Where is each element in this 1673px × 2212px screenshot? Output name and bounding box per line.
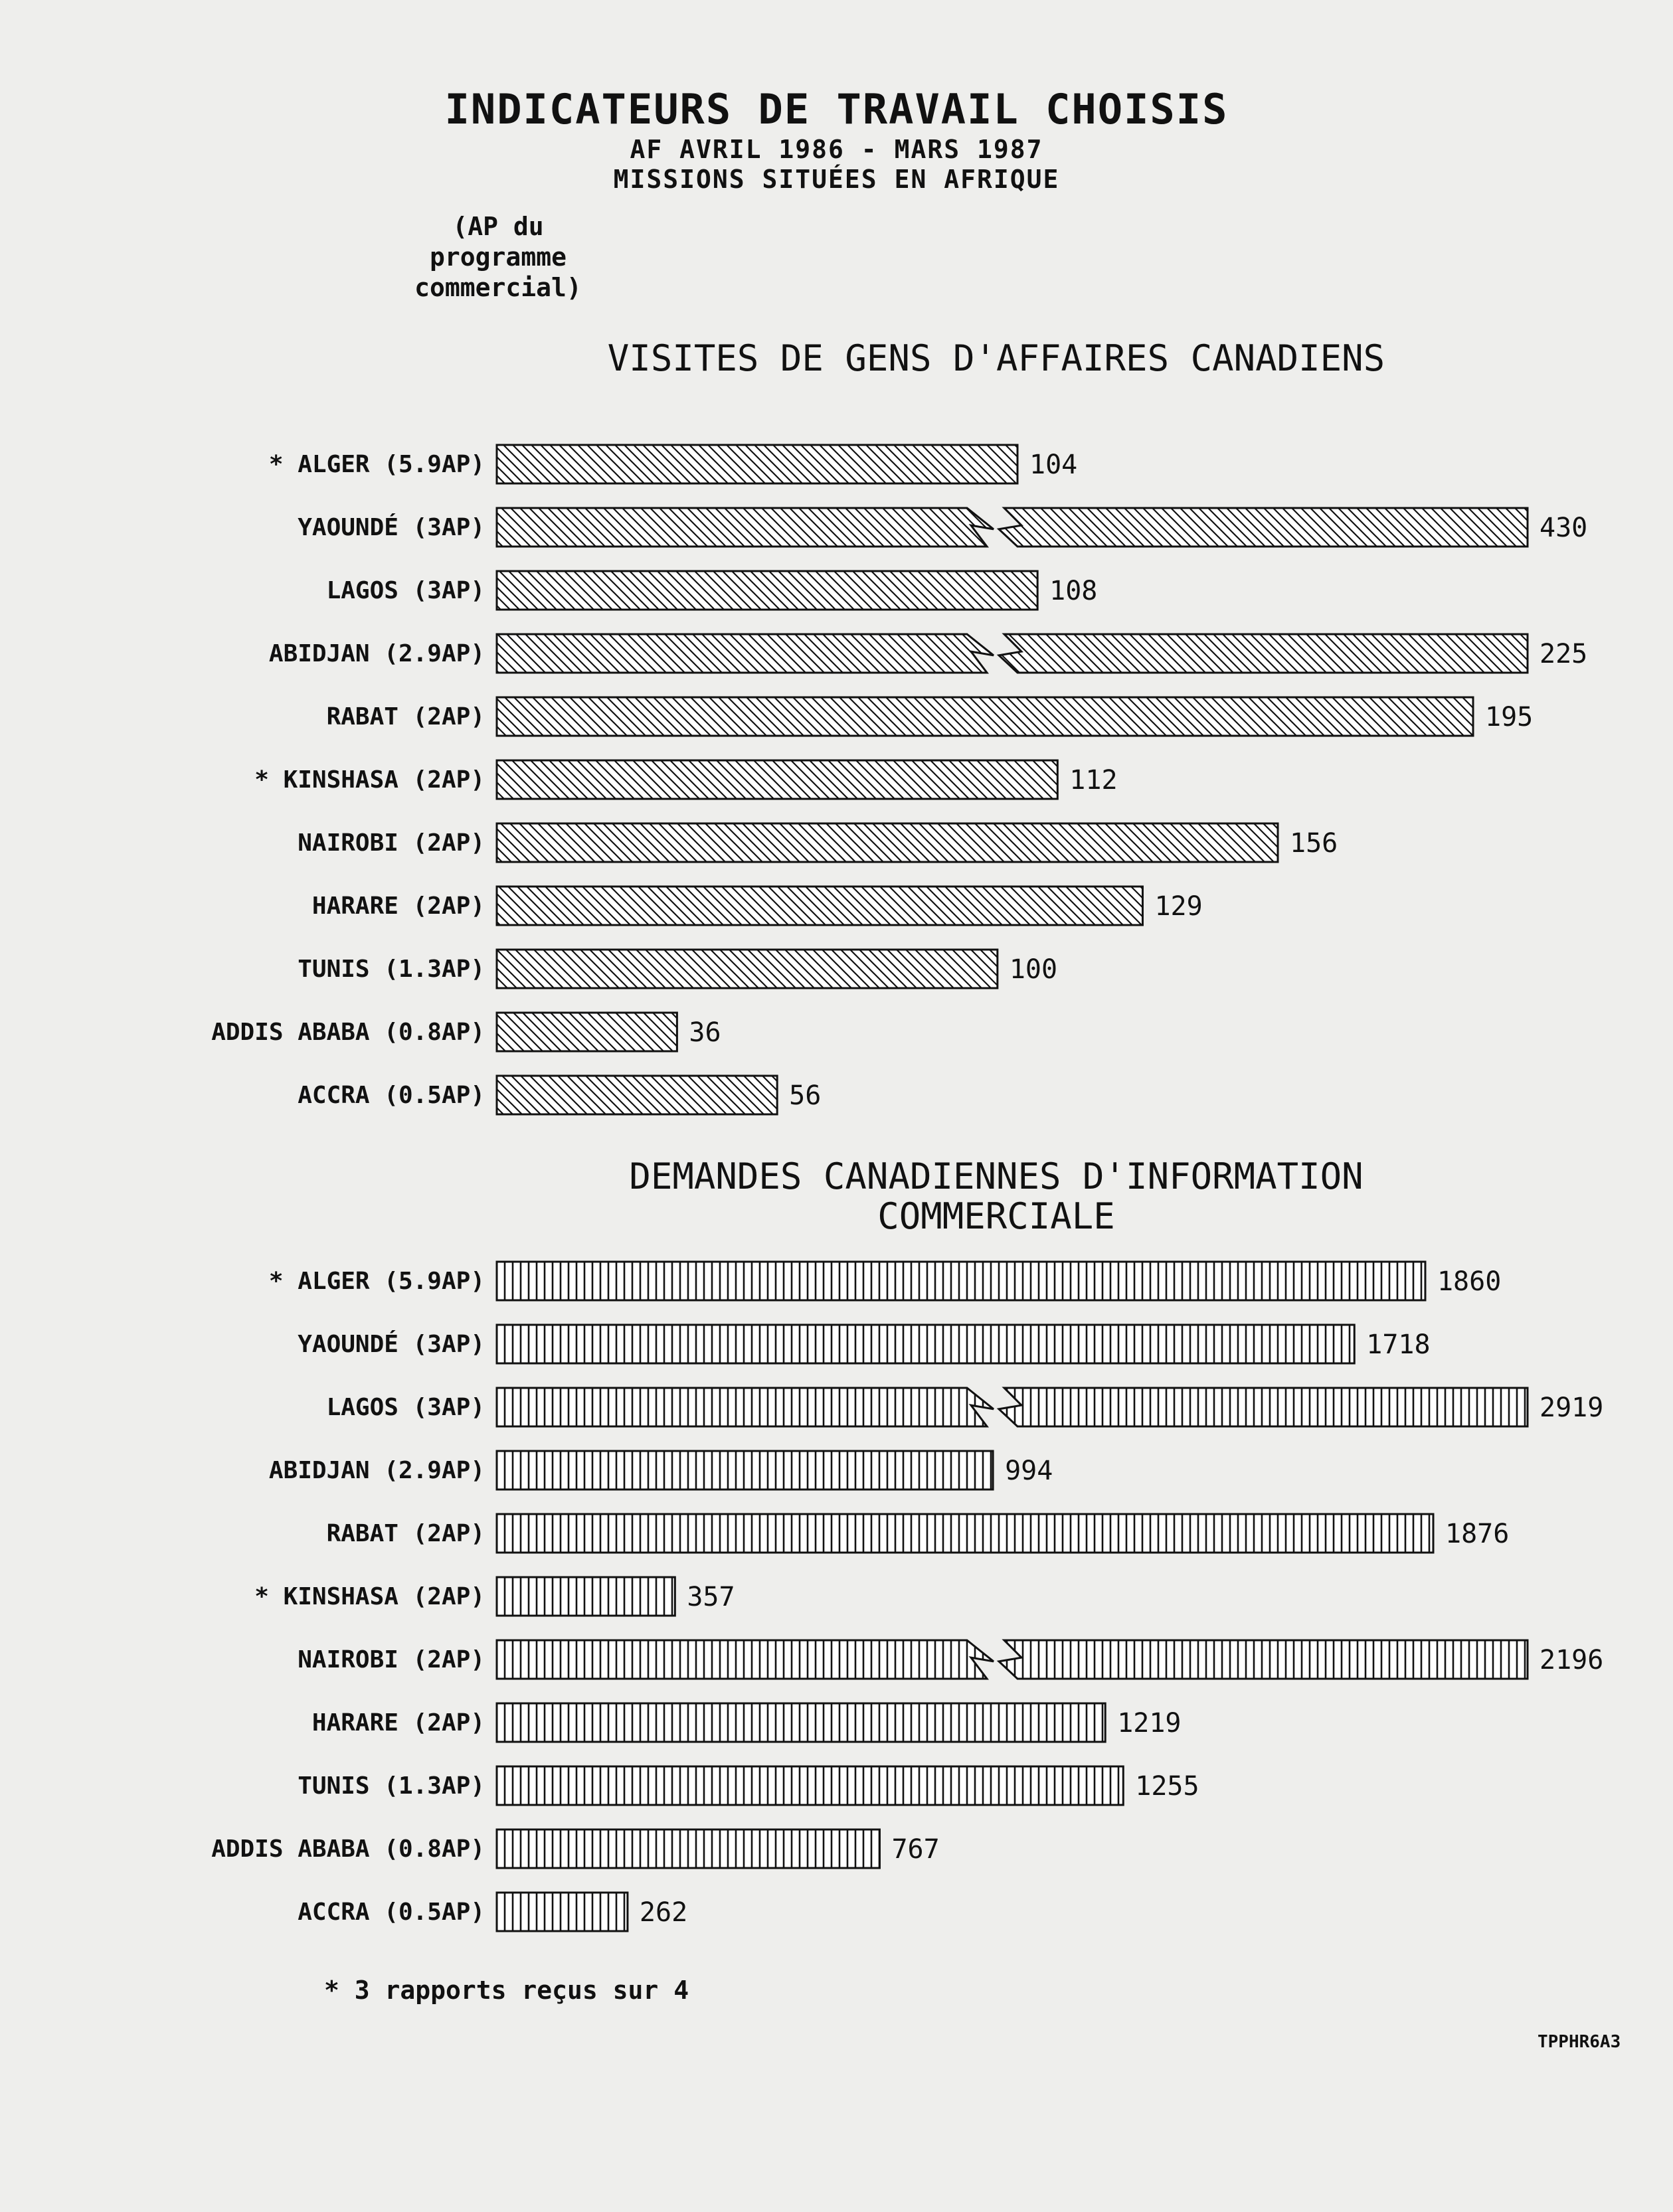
bar-group xyxy=(211,1013,721,1051)
page-title: INDICATEURS DE TRAVAIL CHOISIS xyxy=(444,85,1229,133)
bar-broken-left xyxy=(497,1388,994,1426)
category-label: RABAT (2AP) xyxy=(326,703,485,730)
category-label: LAGOS (3AP) xyxy=(326,1394,485,1421)
value-label: 767 xyxy=(891,1834,940,1865)
bar-broken-left xyxy=(497,1640,994,1679)
category-label: * KINSHASA (2AP) xyxy=(254,1583,485,1610)
category-label: ABIDJAN (2.9AP) xyxy=(268,1457,485,1484)
value-label: 1876 xyxy=(1445,1519,1510,1549)
bar xyxy=(497,1766,1123,1805)
category-label: TUNIS (1.3AP) xyxy=(298,956,485,983)
bar-group xyxy=(327,697,1534,736)
page-subtitle-period: AF AVRIL 1986 - MARS 1987 xyxy=(630,135,1043,164)
bar-broken-right xyxy=(999,1388,1528,1426)
category-label: ADDIS ABABA (0.8AP) xyxy=(211,1835,485,1863)
value-label: 262 xyxy=(639,1897,688,1928)
bar xyxy=(497,571,1037,610)
category-label: RABAT (2AP) xyxy=(326,1520,485,1547)
value-label: 100 xyxy=(1009,954,1058,985)
bar-broken-right xyxy=(999,1640,1528,1679)
ap-note: (AP du programme commercial) xyxy=(414,212,582,302)
bar xyxy=(497,445,1017,483)
bar-group xyxy=(269,634,1587,673)
value-label: 994 xyxy=(1005,1456,1053,1486)
footnote: * 3 rapports reçus sur 4 xyxy=(324,1976,689,2005)
value-label: 156 xyxy=(1290,828,1338,859)
page-subtitle-missions: MISSIONS SITUÉES EN AFRIQUE xyxy=(613,165,1060,194)
category-label: YAOUNDÉ (3AP) xyxy=(298,514,485,541)
category-label: * ALGER (5.9AP) xyxy=(268,451,485,478)
category-label: YAOUNDÉ (3AP) xyxy=(298,1331,485,1358)
bar-broken-right xyxy=(999,508,1528,547)
bar-group xyxy=(298,1893,687,1931)
category-label: ADDIS ABABA (0.8AP) xyxy=(211,1019,485,1046)
category-label: TUNIS (1.3AP) xyxy=(298,1772,485,1800)
value-label: 1718 xyxy=(1366,1329,1431,1360)
value-label: 129 xyxy=(1154,891,1203,922)
bar-group xyxy=(254,760,1117,799)
bar xyxy=(497,697,1473,736)
bar xyxy=(497,1577,675,1616)
category-label: * KINSHASA (2AP) xyxy=(254,766,485,794)
bar xyxy=(497,1076,777,1114)
bar xyxy=(497,1893,628,1931)
bar-group xyxy=(298,823,1338,862)
value-label: 195 xyxy=(1485,702,1534,732)
bar xyxy=(497,1325,1354,1363)
chart-requests xyxy=(0,1242,1673,1946)
bar xyxy=(497,1451,993,1489)
bar-group xyxy=(298,1640,1603,1679)
bar xyxy=(497,1829,879,1868)
category-label: ACCRA (0.5AP) xyxy=(298,1082,485,1109)
value-label: 1219 xyxy=(1117,1708,1182,1739)
bar-broken-right xyxy=(999,634,1528,673)
value-label: 1255 xyxy=(1135,1771,1199,1802)
value-label: 2919 xyxy=(1540,1393,1604,1423)
bar-group xyxy=(327,1388,1604,1426)
category-label: LAGOS (3AP) xyxy=(326,577,485,604)
bar xyxy=(497,1514,1433,1553)
bar xyxy=(497,1262,1425,1300)
bar-group xyxy=(269,1262,1501,1300)
bar-group xyxy=(298,1325,1430,1363)
bar-group xyxy=(298,508,1587,547)
bar-group xyxy=(298,1076,821,1114)
value-label: 108 xyxy=(1049,576,1098,606)
bar-group xyxy=(211,1829,940,1868)
value-label: 430 xyxy=(1540,513,1588,543)
value-label: 357 xyxy=(687,1582,735,1612)
bar xyxy=(497,887,1142,925)
value-label: 1860 xyxy=(1437,1266,1502,1297)
bar-broken-left xyxy=(497,634,994,673)
bar-group xyxy=(327,571,1098,610)
bar-group xyxy=(254,1577,735,1616)
value-label: 56 xyxy=(789,1080,822,1111)
bar-group xyxy=(298,1766,1199,1805)
bar-group xyxy=(312,887,1203,925)
bar-group xyxy=(298,950,1057,988)
bar-group xyxy=(269,1451,1053,1489)
value-label: 225 xyxy=(1540,639,1588,669)
category-label: HARARE (2AP) xyxy=(311,893,485,920)
chart-title-visits: VISITES DE GENS D'AFFAIRES CANADIENS xyxy=(607,337,1385,379)
bar-group xyxy=(269,445,1077,483)
bar xyxy=(497,1703,1105,1742)
category-label: NAIROBI (2AP) xyxy=(298,829,485,857)
bar-group xyxy=(312,1703,1182,1742)
bar-group xyxy=(327,1514,1510,1553)
chart-title-requests: DEMANDES CANADIENNES D'INFORMATION COMMERCIALE xyxy=(629,1155,1364,1237)
category-label: ABIDJAN (2.9AP) xyxy=(268,640,485,667)
category-label: * ALGER (5.9AP) xyxy=(268,1268,485,1295)
bar xyxy=(497,760,1057,799)
bar xyxy=(497,823,1278,862)
category-label: NAIROBI (2AP) xyxy=(298,1646,485,1673)
document-code: TPPHR6A3 xyxy=(1538,2032,1621,2052)
bar-broken-left xyxy=(497,508,994,547)
chart-visits xyxy=(0,425,1673,1129)
bar xyxy=(497,950,998,988)
value-label: 36 xyxy=(689,1017,721,1048)
value-label: 112 xyxy=(1069,765,1118,796)
value-label: 104 xyxy=(1029,450,1078,480)
value-label: 2196 xyxy=(1540,1645,1604,1675)
category-label: HARARE (2AP) xyxy=(311,1709,485,1737)
category-label: ACCRA (0.5AP) xyxy=(298,1899,485,1926)
bar xyxy=(497,1013,677,1051)
